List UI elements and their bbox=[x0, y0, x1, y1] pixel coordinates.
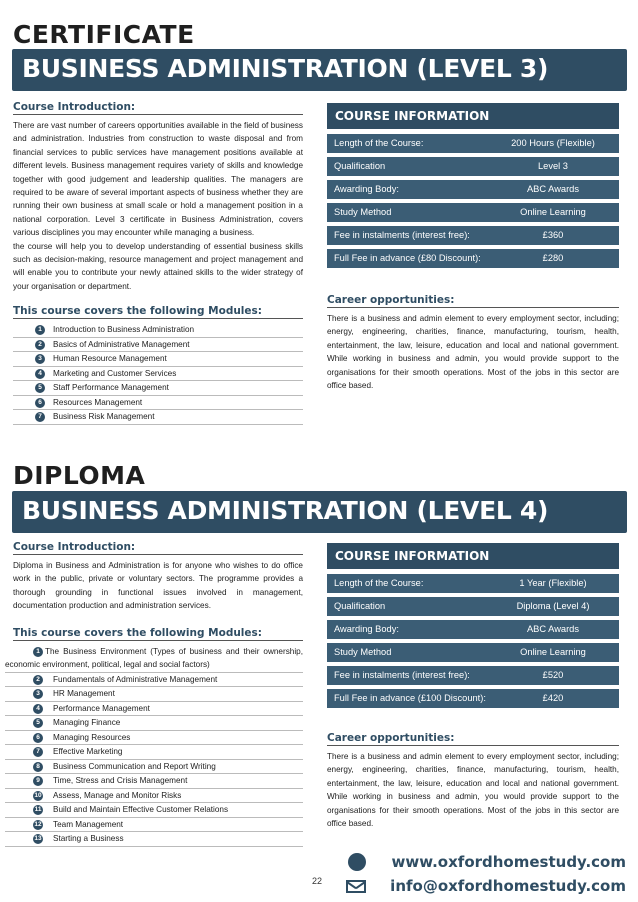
list-item: 12 Team Management bbox=[5, 818, 303, 833]
website-link[interactable]: www.oxfordhomestudy.com bbox=[391, 853, 626, 871]
number-badge-icon: 2 bbox=[35, 340, 45, 350]
certificate-right-column bbox=[327, 103, 619, 392]
info-row-fee-instalments: Fee in instalments (interest free): £520 bbox=[327, 666, 619, 685]
modules-heading: This course covers the following Modules: bbox=[13, 627, 303, 641]
number-badge-icon: 11 bbox=[34, 806, 42, 814]
list-item: 3 Human Resource Management bbox=[13, 352, 303, 367]
envelope-icon bbox=[346, 880, 366, 893]
modules-heading: This course covers the following Modules: bbox=[13, 305, 303, 319]
info-row-study-method: Study Method Online Learning bbox=[327, 643, 619, 662]
list-item: 6 Managing Resources bbox=[5, 731, 303, 746]
certificate-title: BUSINESS ADMINISTRATION (LEVEL 3) bbox=[22, 54, 549, 83]
intro-text-continued: the course will help you to develop understanding of essential business skills such as decision-making, resource management and project management and will enable you to contribute your newly attained skills to the wider strategy of your organisation or department. bbox=[13, 241, 303, 291]
list-item: 3 HR Management bbox=[5, 687, 303, 702]
list-item: 7 Business Risk Management bbox=[13, 410, 303, 425]
intro-text: There are vast number of careers opportunities available in the field of business and administration. Industries from construction to waste disposal and from financial services to public services have management positions available at different levels. Business management requires variety of skills and knowledge together with good judgement and leadership qualities. The managers are required to be aware of several important aspects of business whether they are running their own business at small scale or hold a management position in a national corporation. Level 3 certificate in Business Administration, covers various disciplines you may encounter while managing a business. bbox=[13, 121, 303, 238]
number-badge-icon: 2 bbox=[33, 675, 43, 685]
number-badge-icon: 7 bbox=[35, 412, 45, 422]
number-badge-icon: 6 bbox=[33, 733, 43, 743]
number-badge-icon: 1 bbox=[35, 325, 45, 335]
info-row-full-fee: Full Fee in advance (£100 Discount): £420 bbox=[327, 689, 619, 708]
intro-heading: Course Introduction: bbox=[13, 541, 303, 555]
module-list bbox=[13, 323, 303, 425]
course-info-title: COURSE INFORMATION bbox=[327, 543, 619, 569]
course-info-title: COURSE INFORMATION bbox=[327, 103, 619, 129]
info-row-awarding-body: Awarding Body: ABC Awards bbox=[327, 180, 619, 199]
list-item: 4 Performance Management bbox=[5, 702, 303, 717]
info-row-full-fee: Full Fee in advance (£80 Discount): £280 bbox=[327, 249, 619, 268]
certificate-title-banner bbox=[12, 49, 627, 91]
number-badge-icon: 4 bbox=[35, 369, 45, 379]
globe-icon bbox=[348, 853, 366, 871]
number-badge-icon: 5 bbox=[35, 383, 45, 393]
page-number: 22 bbox=[312, 876, 323, 886]
certificate-left-column bbox=[13, 101, 303, 425]
number-badge-icon: 5 bbox=[33, 718, 43, 728]
list-item: 1 The Business Environment (Types of business and their ownership, economic environment, political, legal and social factors) bbox=[5, 645, 303, 673]
certificate-kicker: CERTIFICATE bbox=[13, 20, 195, 49]
module-list bbox=[5, 645, 303, 847]
number-badge-icon: 9 bbox=[33, 776, 43, 786]
list-item: 10 Assess, Manage and Monitor Risks bbox=[5, 789, 303, 804]
list-item: 11 Build and Maintain Effective Customer Relations bbox=[5, 803, 303, 818]
list-item: 2 Fundamentals of Administrative Management bbox=[5, 673, 303, 688]
info-row-qualification: Qualification Level 3 bbox=[327, 157, 619, 176]
number-badge-icon: 8 bbox=[33, 762, 43, 772]
info-row-length: Length of the Course: 1 Year (Flexible) bbox=[327, 574, 619, 593]
number-badge-icon: 3 bbox=[35, 354, 45, 364]
email-link[interactable]: info@oxfordhomestudy.com bbox=[390, 877, 626, 895]
career-text: There is a business and admin element to every employment sector, including; energy, engineering, charities, finance, manufacturing, tourism, health, entertainment, the law, leisure, education and local and national government. While working in business and admin, you would provide support to the organisations for their smooth operations. Most of the jobs in this sector are office based. bbox=[327, 314, 619, 391]
number-badge-icon: 1 bbox=[33, 647, 43, 657]
list-item: 7 Effective Marketing bbox=[5, 745, 303, 760]
info-row-fee-instalments: Fee in instalments (interest free): £360 bbox=[327, 226, 619, 245]
career-heading: Career opportunities: bbox=[327, 294, 619, 308]
info-row-awarding-body: Awarding Body: ABC Awards bbox=[327, 620, 619, 639]
number-badge-icon: 10 bbox=[34, 791, 42, 799]
list-item: 5 Managing Finance bbox=[5, 716, 303, 731]
diploma-left-column bbox=[5, 541, 303, 847]
diploma-title: BUSINESS ADMINISTRATION (LEVEL 4) bbox=[22, 496, 549, 525]
list-item: 13 Starting a Business bbox=[5, 832, 303, 847]
number-badge-icon: 13 bbox=[34, 835, 42, 843]
list-item: 5 Staff Performance Management bbox=[13, 381, 303, 396]
number-badge-icon: 3 bbox=[33, 689, 43, 699]
list-item: 1 Introduction to Business Administration bbox=[13, 323, 303, 338]
list-item: 4 Marketing and Customer Services bbox=[13, 367, 303, 382]
list-item: 8 Business Communication and Report Writing bbox=[5, 760, 303, 775]
list-item: 9 Time, Stress and Crisis Management bbox=[5, 774, 303, 789]
intro-text: Diploma in Business and Administration is for anyone who wishes to do office work in the public, private or voluntary sectors. The programme provides a thorough grounding in functional issues involved in management, documentation production and administration services. bbox=[13, 561, 303, 611]
number-badge-icon: 12 bbox=[34, 820, 42, 828]
info-row-study-method: Study Method Online Learning bbox=[327, 203, 619, 222]
list-item: 6 Resources Management bbox=[13, 396, 303, 411]
number-badge-icon: 6 bbox=[35, 398, 45, 408]
diploma-right-column bbox=[327, 543, 619, 830]
intro-heading: Course Introduction: bbox=[13, 101, 303, 115]
number-badge-icon: 7 bbox=[33, 747, 43, 757]
diploma-title-banner bbox=[12, 491, 627, 533]
diploma-kicker: DIPLOMA bbox=[13, 461, 146, 490]
info-row-qualification: Qualification Diploma (Level 4) bbox=[327, 597, 619, 616]
list-item: 2 Basics of Administrative Management bbox=[13, 338, 303, 353]
career-text: There is a business and admin element to every employment sector, including; energy, engineering, charities, finance, manufacturing, tourism, health, entertainment, the law, leisure, education and local and national government. While working in business and admin, you would provide support to the organisations for their smooth operations. Most of the jobs in this sector are office based. bbox=[327, 752, 619, 829]
info-row-length: Length of the Course: 200 Hours (Flexible) bbox=[327, 134, 619, 153]
career-heading: Career opportunities: bbox=[327, 732, 619, 746]
number-badge-icon: 4 bbox=[33, 704, 43, 714]
